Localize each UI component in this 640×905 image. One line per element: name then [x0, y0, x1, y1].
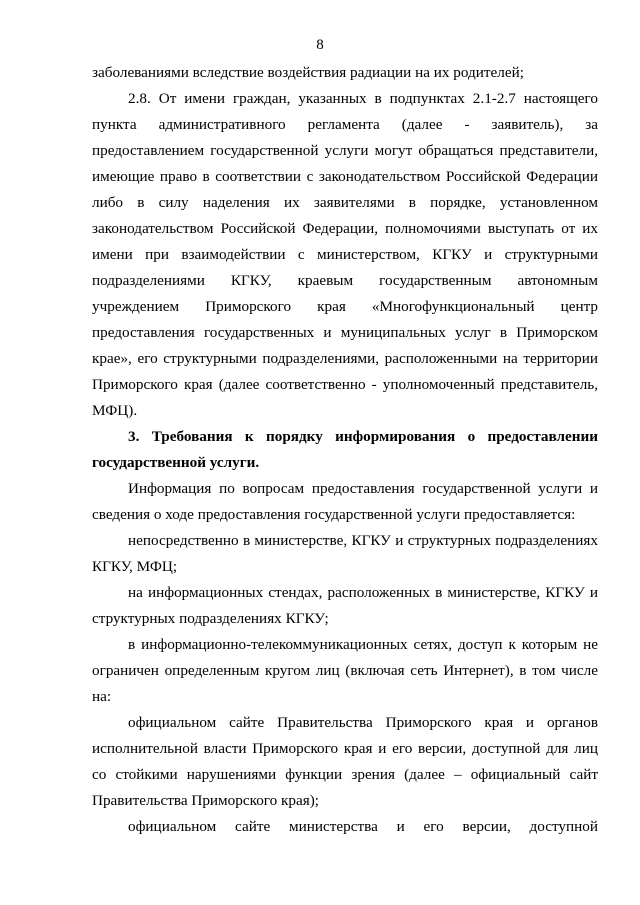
paragraph-continuation: заболеваниями вследствие воздействия радиации на их родителей; — [92, 64, 524, 81]
paragraph-information-intro: Информация по вопросам предоставления государственной услуги и сведения о ходе предоставления государственной услуги предоставляется: — [92, 480, 598, 523]
paragraph-ministry-site: официальном сайте министерства и его версии, доступной — [128, 818, 598, 835]
paragraph-internet-networks: в информационно-телекоммуникационных сетях, доступ к которым не ограничен определенным кругом лиц (включая сеть Интернет), в том числе на: — [92, 636, 598, 705]
page-number: 8 — [316, 37, 324, 53]
paragraph-2-8-representatives: 2.8. От имени граждан, указанных в подпунктах 2.1-2.7 настоящего пункта административного регламента (далее - заявитель), за предоставлением государственной услуги могут обращаться представители, имеющие право в соответствии с законодательством Российской Федерации либо в силу наделения их заявителями в порядке, установленном законодательством Российской Федерации, полномочиями выступать от их имени при взаимодействии с министерством, КГКУ и структурными подразделениями КГКУ, краевым государственным автономным учреждением Приморского края «Многофункциональный центр предоставления государственных и муниципальных услуг в Приморском крае», его структурными подразделениями, расположенными на территории Приморского края (далее соответственно - уполномоченный представитель, МФЦ). — [92, 90, 598, 419]
paragraph-info-stands: на информационных стендах, расположенных в министерстве, КГКУ и структурных подразделениях КГКУ; — [92, 584, 598, 627]
document-body — [92, 60, 598, 840]
paragraph-directly-in-ministry: непосредственно в министерстве, КГКУ и структурных подразделениях КГКУ, МФЦ; — [92, 532, 598, 575]
section-heading-3: 3. Требования к порядку информирования о предоставлении государственной услуги. — [92, 428, 598, 471]
paragraph-government-site: официальном сайте Правительства Приморского края и органов исполнительной власти Приморского края и его версии, доступной для лиц со стойкими нарушениями функции зрения (далее – официальный сайт Правительства Приморского края); — [92, 714, 598, 809]
